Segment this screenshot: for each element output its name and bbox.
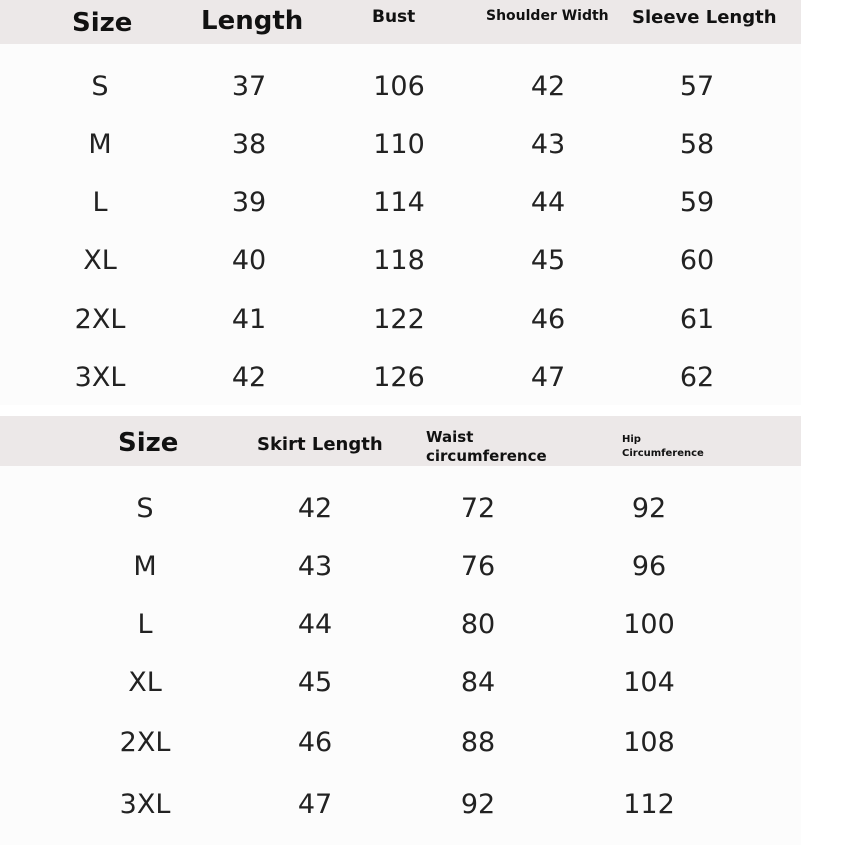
size-cell: XL xyxy=(128,667,162,698)
value-cell: 59 xyxy=(679,187,715,218)
top-table-header xyxy=(0,0,801,44)
value-cell: 44 xyxy=(530,187,566,218)
value-cell: 80 xyxy=(460,609,496,640)
value-cell: 42 xyxy=(530,71,566,102)
value-cell: 110 xyxy=(373,129,425,160)
size-cell: 2XL xyxy=(119,727,171,758)
value-cell: 112 xyxy=(623,789,675,820)
header-size: Size xyxy=(72,8,133,38)
value-cell: 39 xyxy=(231,187,267,218)
size-cell: L xyxy=(137,609,153,640)
size-cell: 2XL xyxy=(74,304,126,335)
bottom-table-header xyxy=(0,416,801,466)
size-cell: 3XL xyxy=(119,789,171,820)
header-bust: Bust xyxy=(372,7,416,27)
value-cell: 100 xyxy=(623,609,675,640)
value-cell: 92 xyxy=(460,789,496,820)
value-cell: 47 xyxy=(297,789,333,820)
size-cell: L xyxy=(92,187,108,218)
value-cell: 106 xyxy=(373,71,425,102)
value-cell: 46 xyxy=(297,727,333,758)
value-cell: 92 xyxy=(631,493,667,524)
value-cell: 45 xyxy=(530,245,566,276)
value-cell: 122 xyxy=(373,304,425,335)
value-cell: 47 xyxy=(530,362,566,393)
value-cell: 96 xyxy=(631,551,667,582)
size-cell: XL xyxy=(83,245,117,276)
size-cell: M xyxy=(88,129,112,160)
value-cell: 57 xyxy=(679,71,715,102)
value-cell: 46 xyxy=(530,304,566,335)
header-sleeve-length: Sleeve Length xyxy=(632,7,777,28)
value-cell: 60 xyxy=(679,245,715,276)
value-cell: 104 xyxy=(623,667,675,698)
value-cell: 43 xyxy=(530,129,566,160)
size-cell: 3XL xyxy=(74,362,126,393)
value-cell: 108 xyxy=(623,727,675,758)
header-waist-circumference: Waist circumference xyxy=(426,428,547,465)
header-skirt-length: Skirt Length xyxy=(257,434,383,455)
value-cell: 72 xyxy=(460,493,496,524)
value-cell: 126 xyxy=(373,362,425,393)
value-cell: 114 xyxy=(373,187,425,218)
bottom-size-table xyxy=(0,416,801,845)
header-size: Size xyxy=(118,428,179,458)
value-cell: 45 xyxy=(297,667,333,698)
size-cell: S xyxy=(91,71,109,102)
value-cell: 88 xyxy=(460,727,496,758)
size-cell: M xyxy=(133,551,157,582)
header-shoulder-width: Shoulder Width xyxy=(486,8,609,24)
value-cell: 43 xyxy=(297,551,333,582)
value-cell: 41 xyxy=(231,304,267,335)
value-cell: 62 xyxy=(679,362,715,393)
size-cell: S xyxy=(136,493,154,524)
top-size-table xyxy=(0,0,801,405)
value-cell: 40 xyxy=(231,245,267,276)
value-cell: 42 xyxy=(231,362,267,393)
value-cell: 84 xyxy=(460,667,496,698)
header-length: Length xyxy=(201,6,304,36)
value-cell: 37 xyxy=(231,71,267,102)
value-cell: 118 xyxy=(373,245,425,276)
value-cell: 58 xyxy=(679,129,715,160)
header-hip-circumference: Hip Circumference xyxy=(622,434,704,459)
value-cell: 76 xyxy=(460,551,496,582)
value-cell: 38 xyxy=(231,129,267,160)
value-cell: 61 xyxy=(679,304,715,335)
value-cell: 44 xyxy=(297,609,333,640)
value-cell: 42 xyxy=(297,493,333,524)
